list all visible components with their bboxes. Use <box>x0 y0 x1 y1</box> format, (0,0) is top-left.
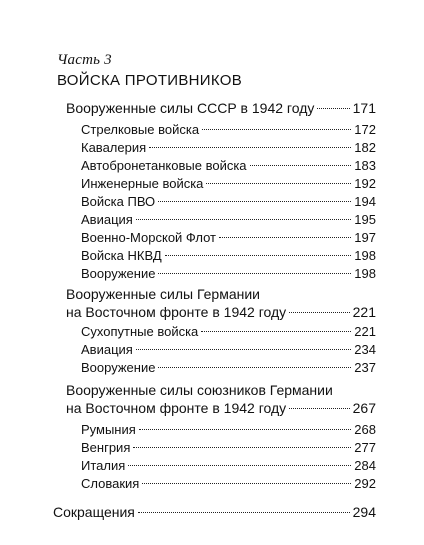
dot-leader <box>136 348 351 350</box>
toc-page-number: 198 <box>354 248 376 263</box>
toc-item-title: Италия <box>81 458 126 473</box>
dot-leader <box>202 128 351 130</box>
dot-leader <box>250 164 352 166</box>
toc-page-number: 172 <box>354 122 376 137</box>
toc-item[interactable] <box>81 175 376 193</box>
toc-page-number: 221 <box>352 304 376 320</box>
toc-item[interactable] <box>81 211 376 229</box>
toc-item[interactable] <box>81 139 376 157</box>
toc-item-title: Вооружение <box>81 360 156 375</box>
toc-page-number: 192 <box>354 176 376 191</box>
toc-item[interactable] <box>81 247 376 265</box>
toc-item[interactable] <box>81 341 376 359</box>
toc-item-title: Войска ПВО <box>81 194 156 209</box>
toc-item-title: Кавалерия <box>81 140 147 155</box>
dot-leader <box>201 330 351 332</box>
toc-page-number: 294 <box>352 504 376 520</box>
toc-item[interactable] <box>81 475 376 493</box>
toc-section-title: на Восточном фронте в 1942 году <box>66 400 287 416</box>
toc-item-title: Военно-Морской Флот <box>81 230 217 245</box>
toc-item-title: Авиация <box>81 212 133 227</box>
toc-page-number: 195 <box>354 212 376 227</box>
dot-leader <box>136 218 351 220</box>
toc-item-title: Словакия <box>81 476 140 491</box>
toc-item-title: Сухопутные войска <box>81 324 199 339</box>
toc-page-number: 268 <box>354 422 376 437</box>
dot-leader <box>317 107 349 109</box>
dot-leader <box>289 311 349 313</box>
toc-page-number: 197 <box>354 230 376 245</box>
toc-page-number: 198 <box>354 266 376 281</box>
toc-item[interactable] <box>81 157 376 175</box>
toc-item-title: Авиация <box>81 342 133 357</box>
toc-item[interactable] <box>81 193 376 211</box>
dot-leader <box>219 236 351 238</box>
dot-leader <box>139 428 352 430</box>
part-title: ВОЙСКА ПРОТИВНИКОВ <box>57 72 243 89</box>
toc-item-title: Стрелковые войска <box>81 122 200 137</box>
toc-item[interactable] <box>81 265 376 283</box>
dot-leader <box>158 366 351 368</box>
toc-item-title: Вооружение <box>81 266 156 281</box>
toc-item[interactable] <box>81 229 376 247</box>
toc-item[interactable] <box>81 439 376 457</box>
toc-item[interactable] <box>81 121 376 139</box>
dot-leader <box>133 446 351 448</box>
toc-page-number: 267 <box>352 400 376 416</box>
toc-page-number: 183 <box>354 158 376 173</box>
part-label: Часть 3 <box>57 52 112 68</box>
toc-item-title: Войска НКВД <box>81 248 162 263</box>
toc-page-number: 284 <box>354 458 376 473</box>
toc-page-number: 277 <box>354 440 376 455</box>
toc-section-title-line[interactable]: Вооруженные силы союзников Германии <box>66 382 333 398</box>
toc-page-number: 171 <box>352 100 376 116</box>
toc-item-title: Венгрия <box>81 440 131 455</box>
toc-abbreviations[interactable] <box>53 503 376 521</box>
toc-section-title: Сокращения <box>53 504 135 520</box>
toc-section-germany[interactable] <box>66 303 376 321</box>
toc-item-title: Автобронетанковые войска <box>81 158 247 173</box>
toc-page-number: 234 <box>354 342 376 357</box>
toc-item-title: Инженерные войска <box>81 176 204 191</box>
toc-item[interactable] <box>81 421 376 439</box>
toc-item[interactable] <box>81 323 376 341</box>
toc-page-number: 194 <box>354 194 376 209</box>
dot-leader <box>289 407 349 409</box>
toc-item-title: Румыния <box>81 422 136 437</box>
dot-leader <box>128 464 351 466</box>
dot-leader <box>149 146 351 148</box>
toc-page-number: 237 <box>354 360 376 375</box>
dot-leader <box>158 200 351 202</box>
toc-section-title: на Восточном фронте в 1942 году <box>66 304 287 320</box>
toc-section-title: Вооруженные силы СССР в 1942 году <box>66 100 315 116</box>
toc-page-number: 292 <box>354 476 376 491</box>
toc-section-allies[interactable] <box>66 399 376 417</box>
toc-section-ussr[interactable] <box>66 99 376 117</box>
toc-page-number: 182 <box>354 140 376 155</box>
dot-leader <box>165 254 352 256</box>
toc-section-title-line[interactable]: Вооруженные силы Германии <box>66 286 260 302</box>
toc-item[interactable] <box>81 457 376 475</box>
dot-leader <box>206 182 351 184</box>
dot-leader <box>158 272 351 274</box>
dot-leader <box>138 511 350 513</box>
toc-item[interactable] <box>81 359 376 377</box>
dot-leader <box>142 482 351 484</box>
toc-page-number: 221 <box>354 324 376 339</box>
